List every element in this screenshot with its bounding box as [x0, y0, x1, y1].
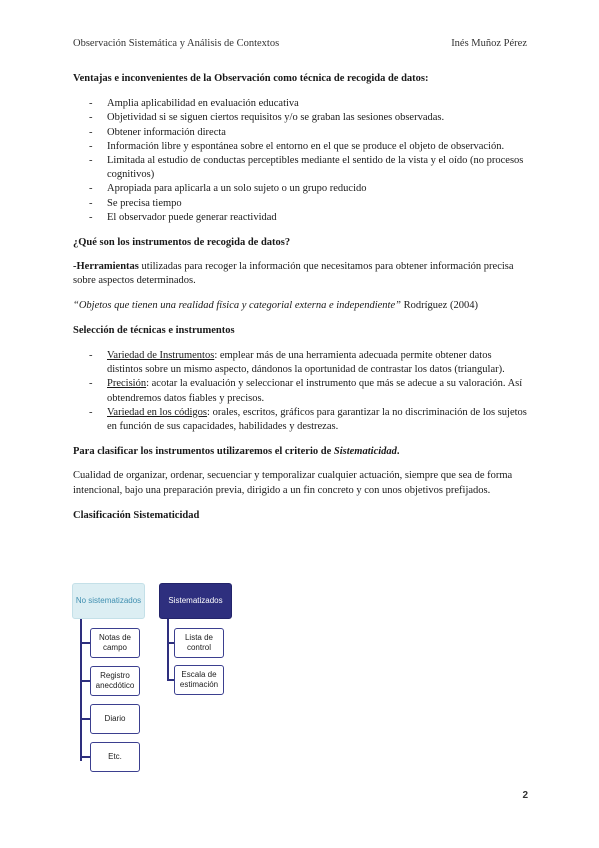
heading-text: Para clasificar los instrumentos utilizaremos el criterio de: [73, 446, 334, 458]
list-item-term: Precisión: [107, 378, 147, 390]
connector-line: [80, 756, 90, 758]
list-item: [73, 349, 528, 377]
node-registro-anecdotico: Registro anecdótico: [90, 666, 140, 696]
node-lista-de-control: Lista de control: [174, 628, 224, 658]
list-item-term: Variedad de Instrumentos: [107, 350, 215, 362]
connector-line: [80, 680, 90, 682]
list-item-text: : orales, escritos, gráficos para garantizar la no discriminación de los sujetos en función de sus capacidades, habilidades y destrezas.: [107, 406, 527, 433]
node-no-sistematizados: No sistematizados: [72, 583, 145, 619]
connector-line: [80, 619, 82, 761]
connector-line: [167, 642, 174, 644]
heading-emphasis: Sistematicidad: [333, 446, 397, 458]
document-body: [73, 72, 528, 523]
list-item: [73, 377, 528, 405]
ventajas-list: [73, 97, 528, 225]
sistematicidad-paragraph: Cualidad de organizar, ordenar, secuenciar y temporalizar cualquier actuación, siempre que sea de forma intencional, bajo una preparación previa, dirigido a un fin concreto y con unos objetivos prefijados.: [73, 470, 513, 496]
header-title: Observación Sistemática y Análisis de Contextos: [73, 38, 280, 49]
list-item: - Limitada al estudio de conductas perceptibles mediante el sentido de la vista y el oído (no procesos cognitivos): [73, 154, 528, 182]
page-number: 2: [522, 790, 528, 801]
node-diario: Diario: [90, 704, 140, 734]
connector-line: [80, 642, 90, 644]
section-heading-seleccion: Selección de técnicas e instrumentos: [73, 324, 235, 336]
section-heading-instrumentos: ¿Qué son los instrumentos de recogida de datos?: [73, 237, 291, 249]
list-item-text: : emplear más de una herramienta adecuada permite obtener datos distintos sobre un mismo aspecto, dándonos la oportunidad de contrastar los datos (triangular).: [107, 350, 505, 376]
quote-paragraph: [73, 299, 528, 313]
header-author: Inés Muñoz Pérez: [451, 38, 527, 49]
node-notas-de-campo: Notas de campo: [90, 628, 140, 658]
list-item: - Apropiada para aplicarla a un solo sujeto o un grupo reducido: [73, 182, 528, 196]
list-item-term: Variedad en los códigos: [107, 406, 208, 418]
connector-line: [167, 679, 174, 681]
quote-author: Rodríguez (2004): [400, 299, 478, 311]
section-heading-ventajas: Ventajas e inconvenientes de la Observación como técnica de recogida de datos:: [73, 73, 429, 84]
list-item: - Se precisa tiempo: [73, 197, 528, 211]
heading-text: .: [396, 446, 400, 458]
connector-line: [80, 718, 90, 720]
list-item: - El observador puede generar reactividad: [73, 211, 528, 225]
node-sistematizados: Sistematizados: [159, 583, 232, 619]
definition-term: -Herramientas: [73, 261, 139, 273]
list-item: - Información libre y espontánea sobre el entorno en el que se produce el objeto de observación.: [73, 140, 528, 154]
node-escala-de-estimacion: Escala de estimación: [174, 665, 224, 695]
section-heading-clasificar: [73, 445, 528, 459]
list-item: [73, 406, 528, 434]
section-heading-clasificacion: Clasificación Sistematicidad: [73, 509, 200, 521]
list-item: - Objetividad si se siguen ciertos requisitos y/o se graban las sesiones observadas.: [73, 111, 528, 125]
list-item: - Obtener información directa: [73, 126, 528, 140]
list-item: - Amplia aplicabilidad en evaluación educativa: [73, 97, 528, 111]
seleccion-list: [73, 349, 528, 434]
definition-paragraph: [73, 260, 528, 288]
connector-line: [167, 619, 169, 681]
node-etc: Etc.: [90, 742, 140, 772]
definition-text: utilizadas para recoger la información que necesitamos para obtener información precisa sobre aspectos determinados.: [73, 261, 514, 287]
quote-text: “Objetos que tienen una realidad física y categorial externa e independiente”: [73, 299, 401, 311]
list-item-text: : acotar la evaluación y seleccionar el instrumento que más se adecue a su valoración. Así obtendremos datos fiables y precisos.: [107, 378, 523, 404]
classification-diagram: [72, 583, 272, 778]
